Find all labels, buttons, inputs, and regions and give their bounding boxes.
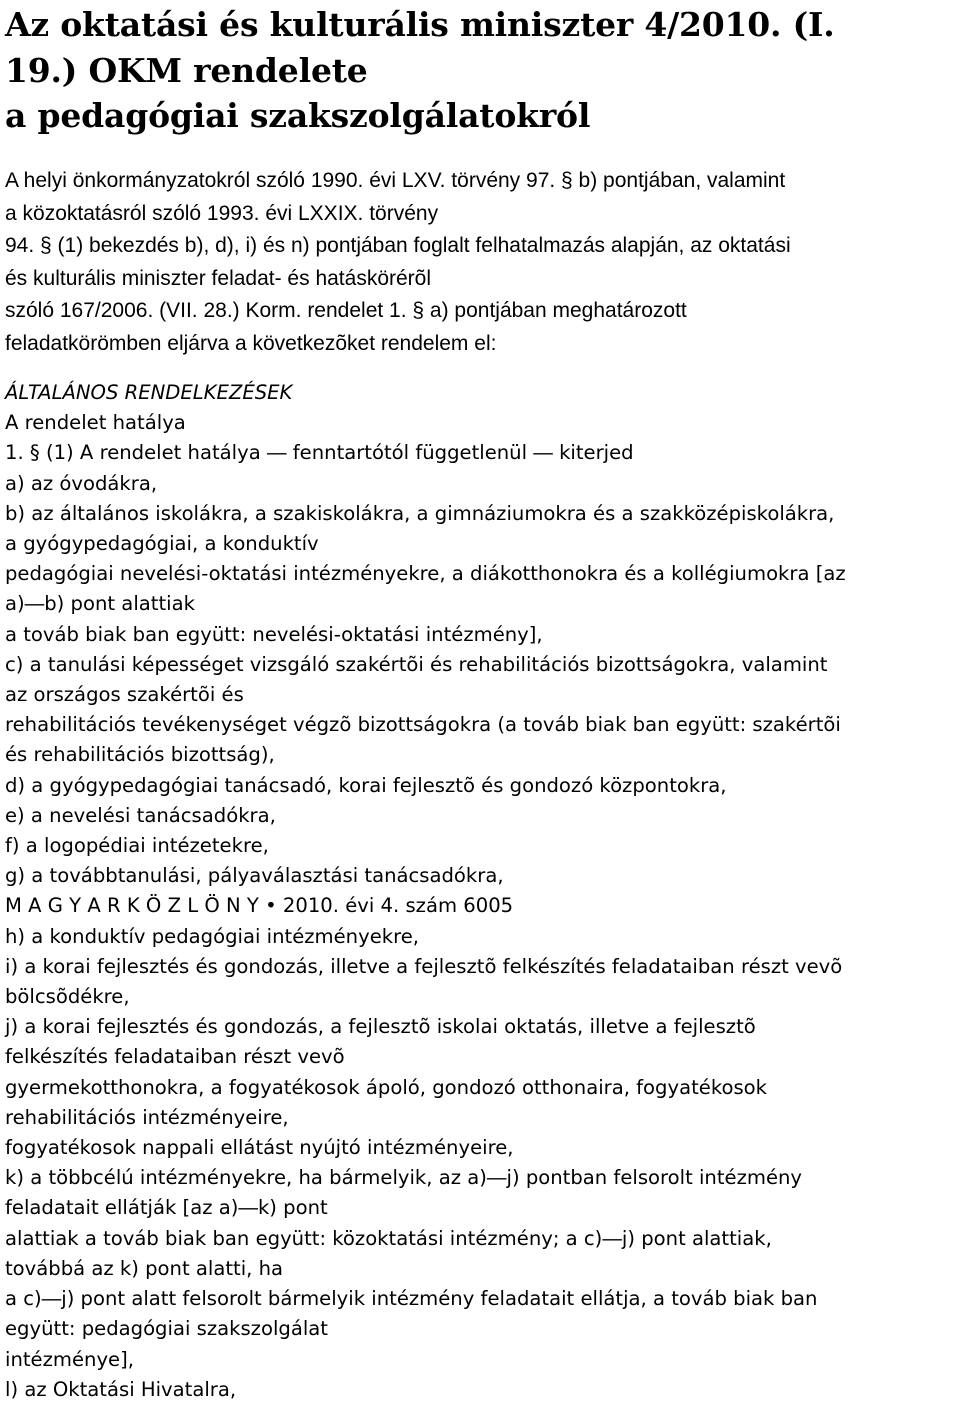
body-line: a c)―j) pont alatt felsorolt bármelyik intézmény feladatait ellátja, a továb biak ban [5, 1287, 818, 1311]
body-line: az országos szakértõi és [5, 683, 244, 707]
body-line: h) a konduktív pedagógiai intézményekre, [5, 924, 420, 948]
body-line: gyermekotthonokra, a fogyatékosok ápoló, gondozó otthonaira, fogyatékosok [5, 1075, 768, 1099]
body-line: együtt: pedagógiai szakszolgálat [5, 1317, 328, 1341]
body-lines [5, 438, 955, 1405]
section-heading: ÁLTALÁNOS RENDELKEZÉSEK [5, 381, 293, 404]
title-line: Az oktatási és kulturális miniszter 4/2010. (I. [5, 5, 835, 44]
body-line: d) a gyógypedagógiai tanácsadó, korai fejlesztõ és gondozó központokra, [5, 773, 727, 797]
subheading: A rendelet hatálya [5, 411, 186, 435]
body-line: a) az óvodákra, [5, 471, 158, 495]
body-line: továbbá az k) pont alatti, ha [5, 1256, 284, 1280]
document-title [5, 2, 945, 139]
regulation-body [5, 378, 955, 1405]
body-line: feladatait ellátják [az a)―k) pont [5, 1196, 328, 1220]
body-line: pedagógiai nevelési-oktatási intézményekre, a diákotthonokra és a kollégiumokra [az [5, 562, 846, 586]
preamble-line: feladatkörömben eljárva a következõket rendelem el: [5, 331, 497, 355]
body-line: a továb biak ban együtt: nevelési-oktatási intézmény], [5, 622, 543, 646]
body-line: fogyatékosok nappali ellátást nyújtó intézményeire, [5, 1136, 514, 1160]
body-line: a gyógypedagógiai, a konduktív [5, 532, 319, 556]
preamble-line: 94. § (1) bekezdés b), d), i) és n) pontjában foglalt felhatalmazás alapján, az oktatási [5, 234, 791, 257]
preamble-line: szóló 167/2006. (VII. 28.) Korm. rendelet 1. § a) pontjában meghatározott [5, 299, 687, 322]
preamble-line: a közoktatásról szóló 1993. évi LXXIX. törvény [5, 201, 439, 225]
body-line: i) a korai fejlesztés és gondozás, illetve a fejlesztõ felkészítés feladataiban részt vevõ [5, 954, 843, 978]
preamble [5, 165, 955, 360]
body-line: intézménye], [5, 1347, 134, 1371]
body-line: rehabilitációs tevékenységet végzõ bizottságokra (a továb biak ban együtt: szakértõi [5, 713, 841, 737]
body-line: felkészítés feladataiban részt vevõ [5, 1045, 345, 1069]
body-line: j) a korai fejlesztés és gondozás, a fejlesztõ iskolai oktatás, illetve a fejlesztõ [5, 1015, 756, 1039]
title-line: 19.) OKM rendelete [5, 50, 368, 90]
body-line: alattiak a továb biak ban együtt: közoktatási intézmény; a c)―j) pont alattiak, [5, 1226, 772, 1250]
preamble-line: és kulturális miniszter feladat- és hatáskörérõl [5, 266, 432, 290]
body-line: e) a nevelési tanácsadókra, [5, 803, 276, 827]
body-line: l) az Oktatási Hivatalra, [5, 1377, 237, 1401]
body-line: bölcsõdékre, [5, 985, 130, 1009]
preamble-line: A helyi önkormányzatokról szóló 1990. évi LXV. törvény 97. § b) pontjában, valamint [5, 169, 786, 192]
body-line: c) a tanulási képességet vizsgáló szakértõi és rehabilitációs bizottságokra, valamint [5, 652, 828, 676]
title-line: a pedagógiai szakszolgálatokról [5, 96, 591, 135]
body-line: M A G Y A R K Ö Z L Ö N Y • 2010. évi 4. szám 6005 [5, 894, 514, 918]
body-line: b) az általános iskolákra, a szakiskolákra, a gimnáziumokra és a szakközépiskolákra, [5, 501, 835, 525]
body-line: és rehabilitációs bizottság), [5, 743, 275, 767]
body-line: k) a többcélú intézményekre, ha bármelyik, az a)―j) pontban felsorolt intézmény [5, 1166, 803, 1190]
body-line: 1. § (1) A rendelet hatálya ― fenntartótól függetlenül ― kiterjed [5, 441, 634, 465]
body-line: a)―b) pont alattiak [5, 592, 195, 616]
body-line: f) a logopédiai intézetekre, [5, 834, 269, 858]
body-line: rehabilitációs intézményeire, [5, 1105, 289, 1129]
body-line: g) a továbbtanulási, pályaválasztási tanácsadókra, [5, 864, 504, 888]
